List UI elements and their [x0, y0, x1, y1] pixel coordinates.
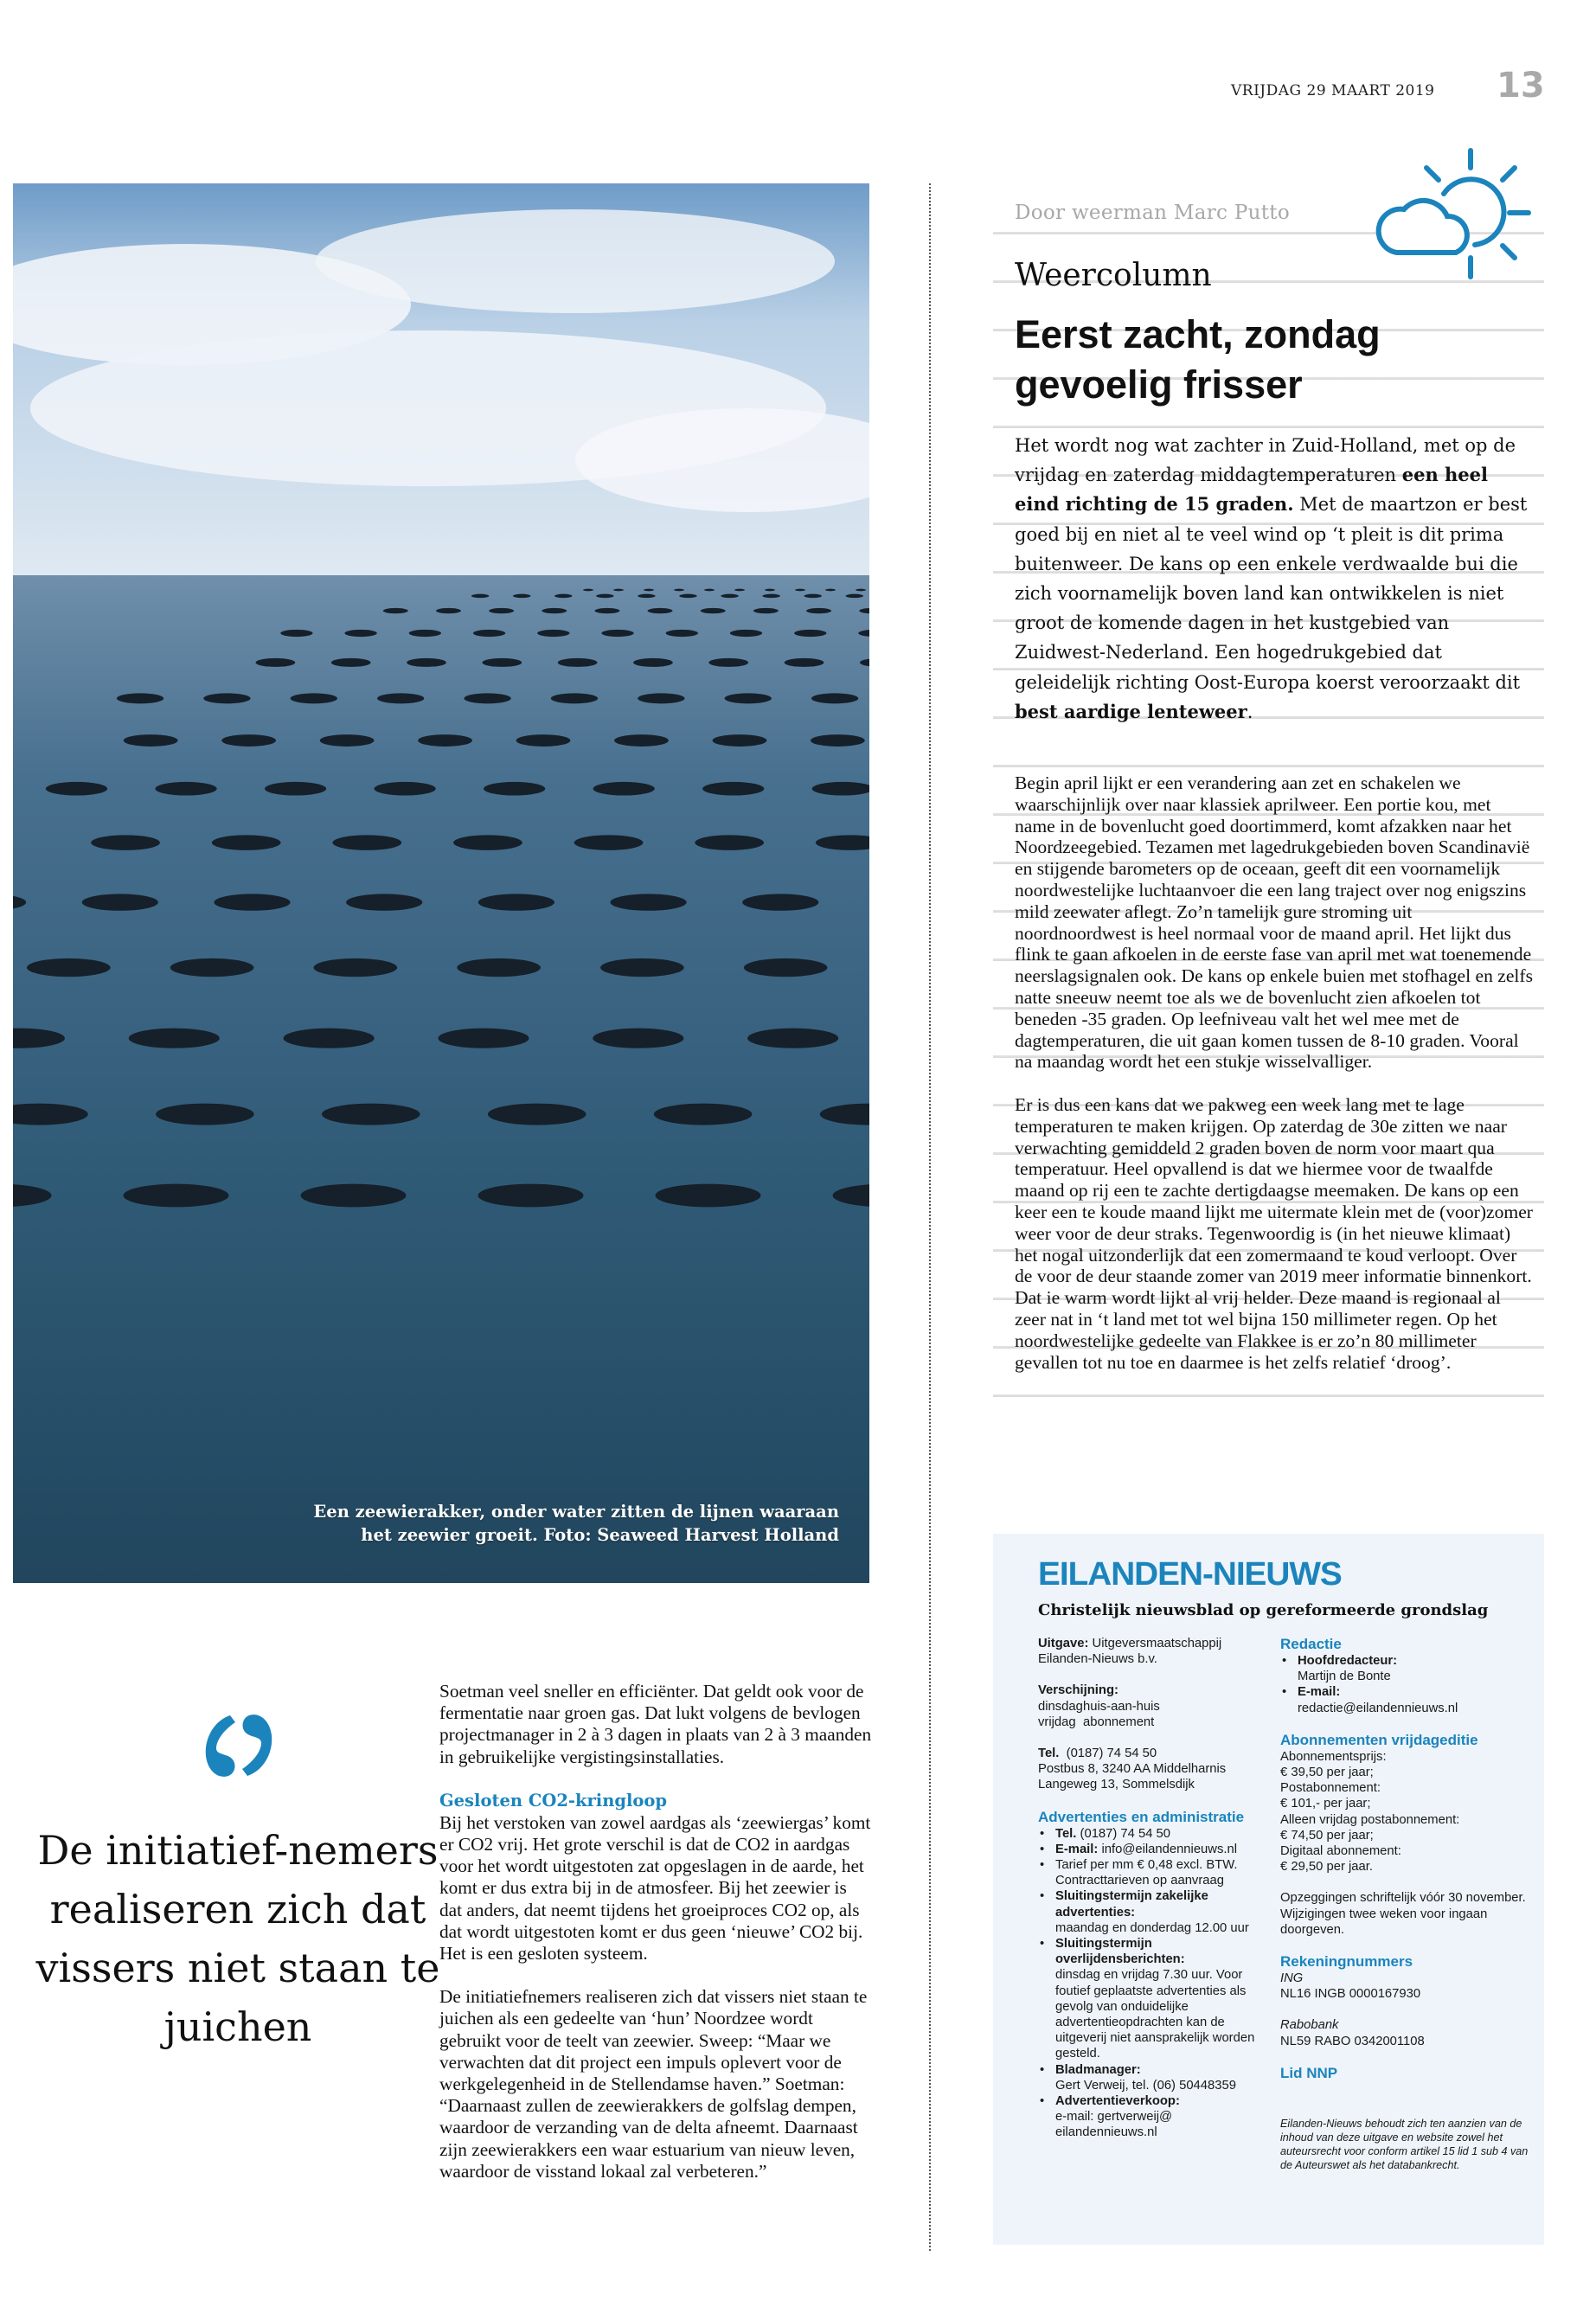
email-link[interactable]: info@eilandennieuws.nl — [1101, 1842, 1237, 1856]
buoy — [212, 835, 281, 850]
intro-text: . — [1247, 701, 1253, 722]
article-paragraph: Bij het verstoken van zowel aardgas als ‘zeewiergas’ komt er CO2 vrij. Het grote verschil is dat de CO2 in aardgas voor het wordt uitgestoten zat opgeslagen in de aarde, het komt er dus extra bij in de atmosfeer. Bij het zeewier is dat anders, dat neemt tijdens het groeiproces CO2 op, als dat wordt uitgestoten komt er dus geen ‘nieuwe’ CO2 bij. Het is een gesloten systeem. — [439, 1811, 871, 1965]
buoy — [633, 658, 673, 667]
buoy — [638, 693, 684, 703]
change-info: Wijzigingen twee weken voor ingaan doorgeven. — [1280, 1907, 1488, 1937]
buoy — [314, 958, 398, 977]
schedule-row: dinsdaghuis-aan-huis — [1038, 1699, 1160, 1714]
photo-caption — [313, 1500, 839, 1547]
issue-date: VRIJDAG 29 MAART 2019 — [1231, 82, 1435, 99]
buoy — [742, 894, 818, 910]
buoy — [156, 1104, 254, 1125]
intro-emphasis: best aardige lenteweer — [1015, 700, 1247, 722]
page-number: 13 — [1497, 66, 1545, 106]
buoy — [291, 693, 337, 703]
buoy — [596, 594, 613, 599]
label: Tel. — [1038, 1747, 1060, 1761]
buoy — [344, 630, 376, 637]
subscription-line: Digitaal abonnement: — [1280, 1844, 1401, 1859]
buoy — [753, 608, 779, 613]
buoy — [489, 608, 514, 613]
buoy — [155, 782, 216, 796]
buoy — [666, 630, 698, 637]
buoy — [804, 594, 822, 599]
buoy — [478, 1184, 584, 1208]
buoy — [346, 894, 422, 910]
buoy — [702, 782, 764, 796]
buoy — [593, 782, 655, 796]
weather-paragraph: Er is dus een kans dat we pakweg een week lang met te lage temperaturen te maken krijgen. Op zaterdag de 30e zitten we naar verwachting gemiddeld 2 graden boven de norm voor maart qua temperatuur. Heel opvallend is dat we hiermee voor de twaalfde maand op rij een te zachte dertigdaagse meemaken. De kans op een keer een te koude maand lijkt me uitermate klein met de (voor)zomer weer voor de deur straks. Tegenwoordig is (in het nieuwe klimaat) het nogal uitzonderlijk dat een zomermaand te koud verloopt. Over de voor de deur staande zomer van 2019 meer informatie binnenkort. Dat ie warm wordt lijkt al vrij helder. Deze maand is regionaal al zeer nat in ‘t land met tot wel bijna 150 millimeter regen. Op het noordwestelijke gedeelte van Flakkee is er zo’n 80 millimeter gevallen tot nu toe en daarmee is het zelfs relatief ‘droog’. — [1015, 1094, 1533, 1373]
buoy — [537, 630, 569, 637]
buoy — [551, 693, 598, 703]
article-subheading: Gesloten CO2-kringloop — [439, 1790, 668, 1811]
buoy — [701, 608, 726, 613]
copyright-disclaimer: Eilanden-Nieuws behoudt zich ten aanzien van de inhoud van deze uitgave en website zowel het auteursrecht voor conform artikel 15 lid 1 sub 4 van de Auteurswet als het databankrecht. — [1280, 2117, 1529, 2172]
section-heading: Rekeningnummers — [1280, 1953, 1413, 1971]
buoy — [734, 589, 745, 592]
buoy — [124, 1184, 229, 1208]
buoy — [846, 594, 863, 599]
newspaper-logo: EILANDEN-NIEUWS — [1038, 1556, 1342, 1593]
buoy — [383, 608, 408, 613]
buoy — [811, 693, 858, 703]
buoy — [471, 594, 489, 599]
buoy — [265, 782, 326, 796]
buoy — [613, 589, 624, 592]
buoy — [721, 594, 738, 599]
buoy — [713, 734, 767, 747]
label: Uitgave: — [1038, 1637, 1089, 1650]
buoy — [638, 594, 655, 599]
byline: Door weerman Marc Putto — [1015, 202, 1290, 224]
membership: Lid NNP — [1280, 2064, 1338, 2081]
column-label: Weercolumn — [1015, 258, 1212, 293]
weather-paragraph: Begin april lijkt er een verandering aan zet en schakelen we waarschijnlijk over naar klassiek aprilweer. Een portie kou, met name in de bovenlucht goed doortimmerd, komt afzakken naar het Noordzeegebied. Tezamen met lagedrukgebieden boven Scandinavië en stijgende barometers op de oceaan, geeft dit een voornamelijk noordwestelijke luchtaanvoer die een lang traject over nog enigszins mild zeewater aflegt. Zo’n tamelijk gure stroming uit noordnoordwest is heel normaal voor de maand april. Het lijkt dus flink te gaan afkoelen in de eerste fase van april met wat toenemende neerslagsignalen ook. De kans op enkele buien met stofhagel en zelfs natte sneeuw neemt toe als we de bovenlucht zien afkoelen tot beneden -35 graden. Op leefniveau valt het wel mee met de dagtemperaturen, die uit gaan komen tussen de 8-10 graden. Vooral na maandag wordt het een stukje wisselvalliger. — [1015, 772, 1534, 1073]
buoy — [558, 658, 598, 667]
bank-name: ING — [1280, 1971, 1304, 1986]
buoy — [825, 589, 836, 592]
buoy — [614, 734, 669, 747]
buoy — [554, 594, 572, 599]
article-paragraph: De initiatiefnemers realiseren zich dat vissers niet staan te juichen als een gedeelte van ‘hun’ Noordzee wordt gebruikt voor de teelt van zeewier. Sweep: “Maar we verwachten dat dit project een impuls oplevert voor de werkgelegenheid in de Stellendamse haven.” Soetman: “Daarnaast zullen de zeewierakkers de golfslag dempen, waardoor de verzanding van de delta afneemt. Daarnaast zijn zeewierakkers een waar estuarium van nieuw leven, waardoor de visstand lokaal zal verbeteren.” — [439, 1986, 868, 2182]
subscription-line: € 39,50 per jaar; — [1280, 1766, 1374, 1780]
publisher: Uitgeversmaatschappij Eilanden-Nieuws b.v. — [1038, 1637, 1222, 1667]
buoy — [453, 835, 522, 850]
buoy — [484, 782, 545, 796]
buoy — [214, 894, 290, 910]
buoy — [765, 589, 775, 592]
section-heading: Redactie — [1280, 1636, 1342, 1652]
buoy — [377, 693, 424, 703]
buoy — [806, 608, 831, 613]
subscription-prices — [1280, 1749, 1531, 1875]
buoy — [695, 835, 764, 850]
buoy — [322, 1104, 420, 1125]
email-link[interactable]: redactie@eilandennieuws.nl — [1298, 1701, 1458, 1715]
buoy — [785, 658, 824, 667]
buoy — [464, 693, 510, 703]
colophon-box — [993, 1534, 1544, 2245]
label: Verschijning: — [1038, 1683, 1118, 1698]
quote-mark-icon — [197, 1708, 279, 1786]
buoy — [601, 630, 633, 637]
buoy — [457, 958, 541, 977]
seaweed-farm-photo — [13, 183, 869, 1583]
buoy — [27, 958, 111, 977]
buoy — [320, 734, 375, 747]
intro-emphasis: een heel eind richting de 15 graden. — [1015, 464, 1489, 516]
buoy — [600, 958, 684, 977]
buoy — [203, 693, 250, 703]
intro-text: Met de maartzon er best goed bij en niet al te veel wind op ‘t pleit is dit prima buitenweer. De kans op een enkele verdwaalde bui die zich voornamelijk boven land kan ontwikkelen is niet groot de komende dagen in het kustgebied van Zuidwest-Nederland. Een hogedrukgebied dat geleidelijk richting Oost-Europa koerst veroorzaakt dit — [1015, 494, 1528, 693]
buoy — [124, 734, 178, 747]
buoy — [255, 658, 295, 667]
buoy — [331, 658, 371, 667]
buoy — [488, 1104, 586, 1125]
bank-name: Rabobank — [1280, 2018, 1339, 2033]
buoy — [91, 835, 160, 850]
caption-line-2: het zeewier groeit. Foto: Seaweed Harvest Holland — [361, 1525, 839, 1545]
cancellation-info: Opzeggingen schriftelijk vóór 30 november. — [1280, 1891, 1526, 1906]
buoy — [418, 734, 472, 747]
buoy — [744, 958, 828, 977]
buoy — [117, 693, 163, 703]
buoy — [436, 608, 461, 613]
column-divider — [929, 183, 931, 2251]
account-number: NL59 RABO 0342001108 — [1280, 2034, 1425, 2048]
rate-info: • Tarief per mm € 0,48 excl. BTW. Contracttarieven op aanvraag — [1038, 1857, 1267, 1888]
buoy — [46, 782, 107, 796]
buoy — [82, 894, 158, 910]
buoy — [332, 835, 401, 850]
buoy — [674, 589, 684, 592]
subscription-line: Alleen vrijdag postabonnement: — [1280, 1812, 1460, 1827]
buoy — [284, 1029, 375, 1048]
buoy — [704, 589, 715, 592]
tagline: Christelijk nieuwsblad op gereformeerde grondslag — [1038, 1601, 1489, 1619]
article-column — [439, 1681, 872, 2204]
buoy — [679, 594, 696, 599]
buoy — [375, 782, 436, 796]
buoy — [170, 958, 254, 977]
buoy — [594, 608, 619, 613]
buoy — [438, 1029, 529, 1048]
buoy — [280, 630, 312, 637]
intro-text: Het wordt nog wat zachter in Zuid-Holland, met op de vrijdag en zaterdag middagtemperaturen — [1015, 435, 1516, 486]
buoy — [407, 658, 446, 667]
email-link[interactable]: e-mail: gertverweij@ eilandennieuws.nl — [1055, 2110, 1173, 2140]
buoy — [747, 1029, 838, 1048]
caption-line-1: Een zeewierakker, onder water zitten de lijnen waaraan — [313, 1502, 839, 1522]
buoy — [762, 594, 779, 599]
buoy — [478, 894, 554, 910]
buoy — [574, 835, 644, 850]
buoy — [648, 608, 673, 613]
account-number: NL16 INGB 0000167930 — [1280, 1987, 1421, 2002]
subscription-line: Abonnementsprijs: — [1280, 1749, 1387, 1764]
schedule-row: vrijdag abonnement — [1038, 1715, 1155, 1729]
buoy — [795, 589, 805, 592]
buoy — [301, 1184, 407, 1208]
buoy — [611, 894, 687, 910]
address: Postbus 8, 3240 AA Middelharnis — [1038, 1762, 1227, 1777]
subscription-line: € 74,50 per jaar; — [1280, 1828, 1374, 1843]
buoy — [656, 1184, 761, 1208]
buoy — [593, 1029, 683, 1048]
phone: (0187) 74 54 50 — [1066, 1747, 1157, 1761]
pull-quote: De initiatief-nemers realiseren zich dat vissers niet staan te juichen — [35, 1827, 440, 2050]
buoy — [482, 658, 522, 667]
buoy — [129, 1029, 220, 1048]
buoy — [730, 630, 762, 637]
buoy — [794, 630, 826, 637]
buoy — [473, 630, 505, 637]
buoy — [708, 658, 748, 667]
colophon-left-column: Uitgave: Uitgeversmaatschappij Eilanden-Nieuws b.v. Verschijning: dinsdaghuis-aan-huis vrijdag abonnement Tel. (0187) 74 54 50 Postbus 8, 3240 AA Middelharnis Langeweg 13, Sommelsdijk Advertenties en administratie • Tel. (0187) 74 54 50 • E-mail: info@eilandennieuws.nl • Tarief per mm € 0,48 excl. BTW. Contracttarieven op aanvraag • Sluitingstermijn zakelijke advertenties: maandag en donderdag 12.00 uur • Sluitingstermijn overlijdensberichten: dinsdag en vrijdag 7.30 uur. Voor foutief geplaatste advertenties als gevolg van onduidelijke advertentieopdrachten kan de uitgeverij niet aansprakelijk worden gesteld. • Bladmanager: Gert Verweij, tel. (06) 50448359 • Advertentieverkoop: e-mail: gertverweij@ eilandennieuws.nl — [1038, 1636, 1267, 2141]
phone: (0187) 74 54 50 — [1080, 1826, 1171, 1841]
section-heading: Abonnementen vrijdageditie — [1280, 1731, 1478, 1748]
subscription-line: Postabonnement: — [1280, 1781, 1381, 1796]
article-paragraph: Soetman veel sneller en efficiënter. Dat geldt ook voor de fermentatie naar groen gas. Dat lukt volgens de bevlogen projectmanager in 2 à 3 dagen in plaats van 2 à 3 maanden in gebruikelijke vergistingsinstallaties. — [439, 1681, 872, 1767]
subscription-line: € 29,50 per jaar. — [1280, 1860, 1373, 1875]
buoy — [811, 734, 865, 747]
buoy — [409, 630, 441, 637]
weather-intro — [1015, 431, 1534, 727]
buoy — [856, 589, 866, 592]
section-heading: Advertenties en administratie — [1038, 1808, 1245, 1825]
buoy — [542, 608, 567, 613]
buoy — [644, 589, 654, 592]
buoy — [513, 594, 530, 599]
sun-cloud-icon — [1371, 147, 1535, 285]
colophon-right-column: Redactie • Hoofdredacteur: Martijn de Bonte • E-mail: redactie@eilandennieuws.nl Abonnementen vrijdageditie Abonnementsprijs: € 39,50 per jaar; Postabonnement: € 101,- per jaar; Alleen vrijdag postabonnement: € 74,50 per jaar; Digitaal abonnement: € 29,50 per jaar. Opzeggingen schriftelijk vóór 30 november. Wijzigingen twee weken voor ingaan doorgeven. Rekeningnummers ING NL16 INGB 0000167930 Rabobank NL59 RABO 0342001108 Lid NNP Eilanden-Nieuws behoudt zich ten aanzien van de inhoud van deze uitgave en website zowel het auteursrecht voor conform artikel 15 lid 1 sub 4 van de Auteurswet als het databankrecht. — [1280, 1636, 1531, 2173]
buoy — [654, 1104, 753, 1125]
subscription-line: € 101,- per jaar; — [1280, 1797, 1371, 1811]
buoy — [516, 734, 571, 747]
buoy — [221, 734, 276, 747]
buoy — [725, 693, 772, 703]
weather-headline: Eerst zacht, zondag gevoelig frisser — [1015, 312, 1381, 407]
buoy — [583, 589, 593, 592]
address: Langeweg 13, Sommelsdijk — [1038, 1778, 1195, 1792]
